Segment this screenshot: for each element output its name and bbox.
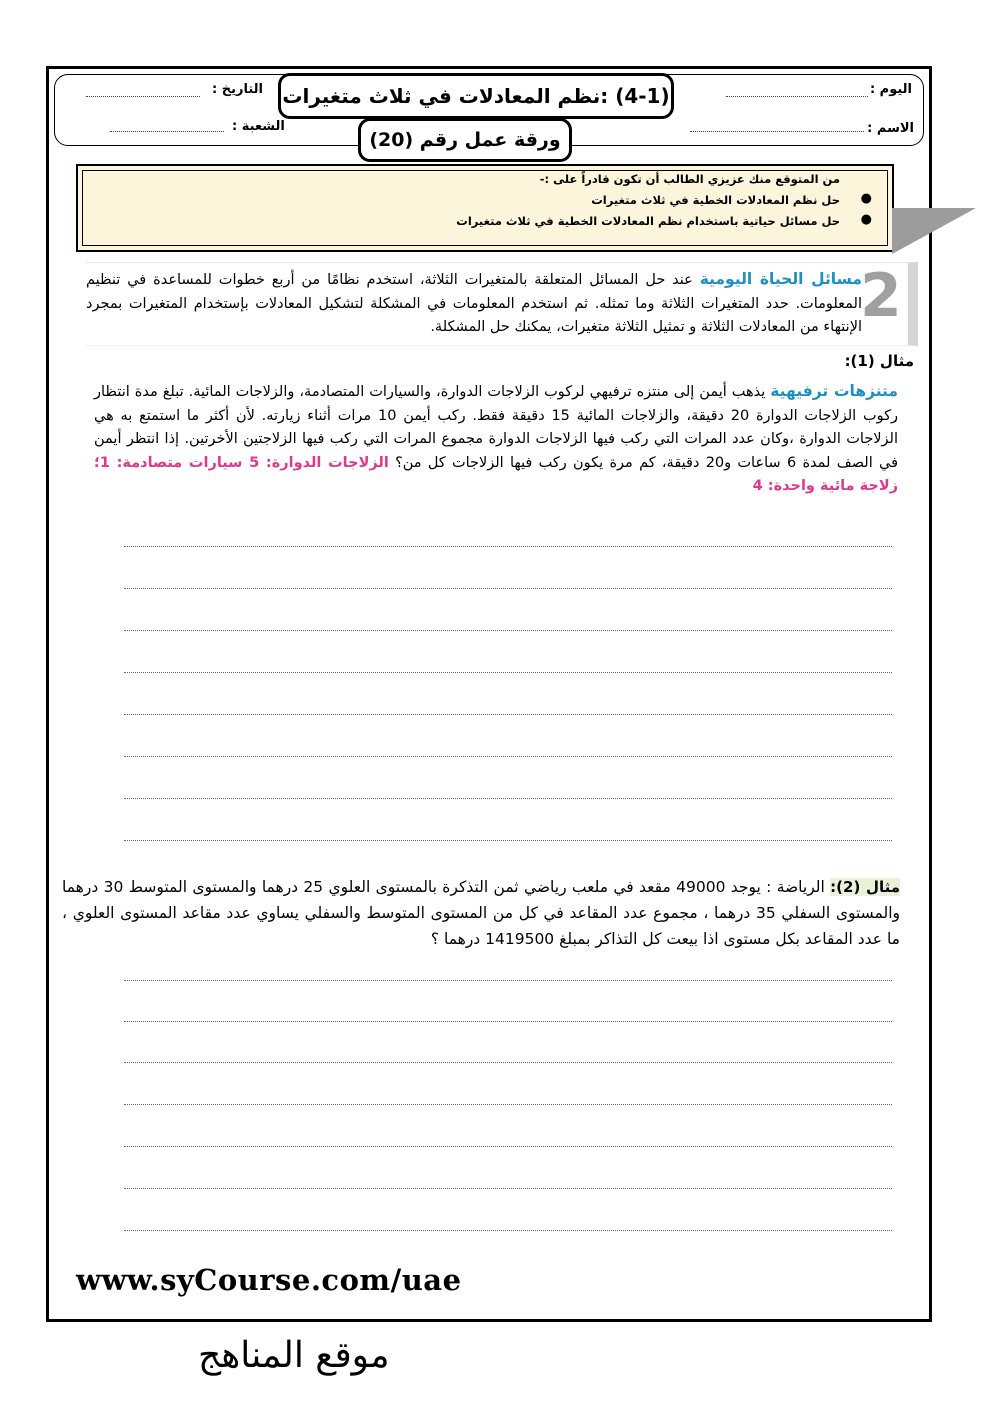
answer-line[interactable] [124,980,892,981]
objectives-intro: من المتوقع منك عزيزي الطالب أن تكون قادراً على :- [539,172,840,186]
date-label: التاريخ : [212,82,263,97]
arrow-pointer-icon [880,206,980,258]
lesson-body: عند حل المسائل المتعلقة بالمتغيرات الثلاثة، استخدم نظامًا من أربع خطوات للمساعدة في تنظيم المعلومات. حدد المتغيرات الثلاثة وما تمثله. ثم استخدم المعلومات في المشكلة لتشكيل المعادلات بإستخدام المتغيرات بمجرد الإنتهاء من المعادلات الثلاثة و تمثيل الثلاثة متغيرات، يمكنك حل المشكلة. [86,272,862,335]
section-label: الشعبة : [232,119,285,134]
name-label: الاسم : [867,121,914,136]
answer-line[interactable] [124,756,892,757]
lesson-keyword: مسائل الحياة اليومية [699,270,862,288]
example2-label: مثال (2): [830,878,900,896]
answer-line[interactable] [124,1062,892,1063]
example2-body: الرياضة : يوجد 49000 مقعد في ملعب رياضي ثمن التذكرة بالمستوى العلوي 25 درهما والمستوى المتوسط 30 درهما والمستوى السفلي 35 درهما ، مجموع عدد المقاعد في كل من المستوى المتوسط والسفلي يساوي عدد مقاعد المستوى العلوي ، ما عدد المقاعد بكل مستوى اذا بيعت كل التذاكر بمبلغ 1419500 درهما ؟ [62,878,900,948]
answer-line[interactable] [124,588,892,589]
answer-line[interactable] [124,1021,892,1022]
page-frame [46,66,932,1322]
objective-item: حل مسائل حياتية باستخدام نظم المعادلات الخطية في ثلاث متغيرات [456,214,840,228]
example1-body: يذهب أيمن إلى منتزه ترفيهي لركوب الزلاجات الدوارة، والسيارات المتصادمة، والزلاجات المائية. تبلغ مدة انتظار ركوب الزلاجات الدوارة 20 دقيقة، والزلاجات المائية 15 دقيقة فقط. ركب أيمن 10 مرات أثناء زيارته. لأن أكثر ما استمتع به هي الزلاجات الدوارة ،وكان عدد المرات التي ركب فيها الزلاجات الدوارة مجموع المرات التي ركب فيها الزلاجتين الأخرتين. إذا انتظر أيمن في الصف لمدة 6 ساعات و20 دقيقة، كم مرة يكون ركب فيها الزلاجات كل من؟ [94,384,899,471]
answer-line[interactable] [124,1188,892,1189]
day-label: اليوم : [869,82,912,97]
example1-text [94,380,898,499]
answer-line[interactable] [124,714,892,715]
answer-line[interactable] [124,672,892,673]
objective-item: حل نظم المعادلات الخطية في ثلاث متغيرات [591,193,840,207]
name-field[interactable] [690,131,864,132]
example1-label: مثال (1): [844,352,914,370]
lesson-number: 2 [860,261,902,331]
footer-text: موقع المناهج [198,1335,390,1376]
answer-line[interactable] [124,1230,892,1231]
day-field[interactable] [726,96,868,97]
answer-line[interactable] [124,840,892,841]
bullet-icon: ● [860,191,872,206]
lesson-title: (4-1) :نظم المعادلات في ثلاث متغيرات [278,73,674,119]
worksheet-number: ورقة عمل رقم (20) [358,118,572,162]
answer-line[interactable] [124,546,892,547]
answer-line[interactable] [124,1104,892,1105]
website-url[interactable]: www.syCourse.com/uae [76,1263,462,1297]
lesson-text [86,268,862,340]
answer-line[interactable] [124,630,892,631]
answer-line[interactable] [124,1146,892,1147]
section-field[interactable] [110,131,224,132]
answer-line[interactable] [124,798,892,799]
example1-answer: الزلاجات الدوارة: 5 سيارات متصادمة: 1؛ زلاجة مائية واحدة: 4 [94,454,898,494]
date-field[interactable] [86,96,200,97]
bullet-icon: ● [860,212,872,227]
example2-text [62,874,900,952]
example1-keyword: متنزهات ترفيهية [770,382,898,400]
